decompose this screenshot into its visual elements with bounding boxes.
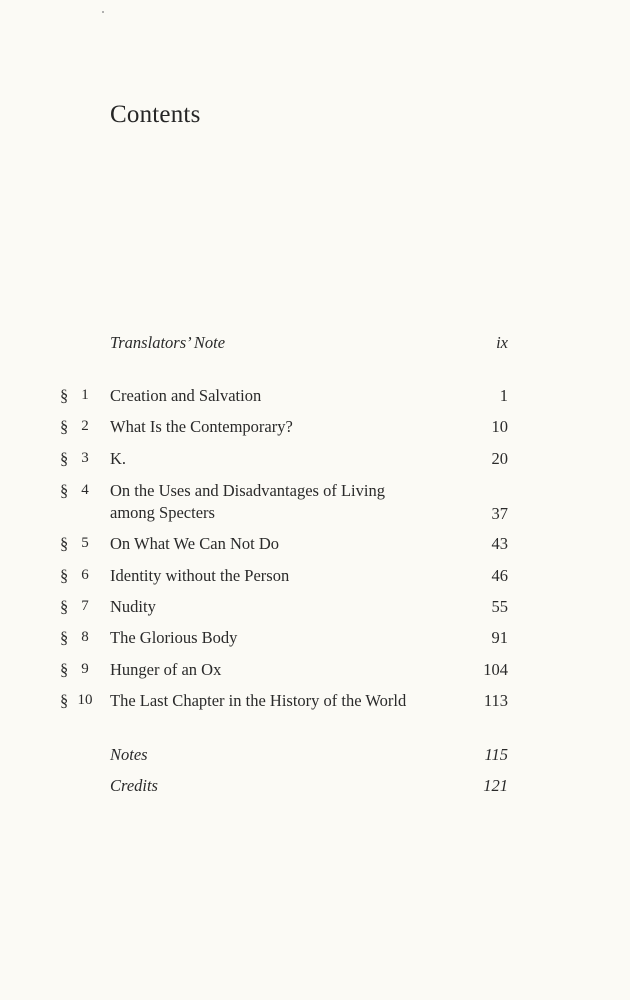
toc-entry-title: Notes [110,745,148,764]
chapter-title: Identity without the Person [110,566,290,585]
paper-speck [102,11,104,13]
chapter-number: 9 [81,661,89,677]
chapter-number: 3 [81,450,89,466]
chapter-title: The Last Chapter in the History of the World [110,691,407,710]
section-sign: § [60,386,69,405]
section-sign: § [60,691,69,710]
chapter-number: 7 [81,598,89,614]
toc-entry-page: 115 [484,745,508,764]
section-sign: § [60,417,69,436]
chapter-page: 55 [491,597,508,616]
toc-entry-page: 121 [483,776,508,795]
chapter-page: 46 [491,566,508,585]
chapter-title-line-1: On the Uses and Disadvantages of Living [110,481,385,500]
toc-entry-page: ix [496,333,508,352]
chapter-title: On What We Can Not Do [110,534,279,553]
section-sign: § [60,534,69,553]
chapter-page: 104 [483,660,508,679]
chapter-number: 10 [77,692,93,708]
chapter-title: Hunger of an Ox [110,660,222,679]
section-sign: § [60,628,69,647]
chapter-title: K. [110,449,127,468]
chapter-page: 43 [491,534,508,553]
toc-entry-title: Credits [110,776,158,795]
section-sign: § [60,449,69,468]
chapter-title-line-2: among Specters [110,503,215,522]
toc-entry-title: Translators’ Note [110,333,226,352]
chapter-page: 37 [491,504,508,523]
chapter-number: 8 [81,629,89,645]
chapter-title: Nudity [110,597,156,616]
chapter-number: 1 [81,387,89,403]
chapter-title: What Is the Contemporary? [110,417,293,436]
chapter-page: 10 [491,417,508,436]
chapter-page: 113 [483,691,508,710]
section-sign: § [60,660,69,679]
chapter-title: Creation and Salvation [110,386,262,405]
chapter-number: 5 [81,535,89,551]
section-sign: § [60,481,69,500]
chapter-page: 91 [491,628,508,647]
chapter-number: 4 [81,482,89,498]
section-sign: § [60,566,69,585]
chapter-title: The Glorious Body [110,628,238,647]
chapter-page: 1 [499,386,508,405]
chapter-number: 2 [81,418,89,434]
section-sign: § [60,597,69,616]
chapter-page: 20 [491,449,508,468]
chapter-number: 6 [81,567,89,583]
page-title: Contents [110,101,201,128]
